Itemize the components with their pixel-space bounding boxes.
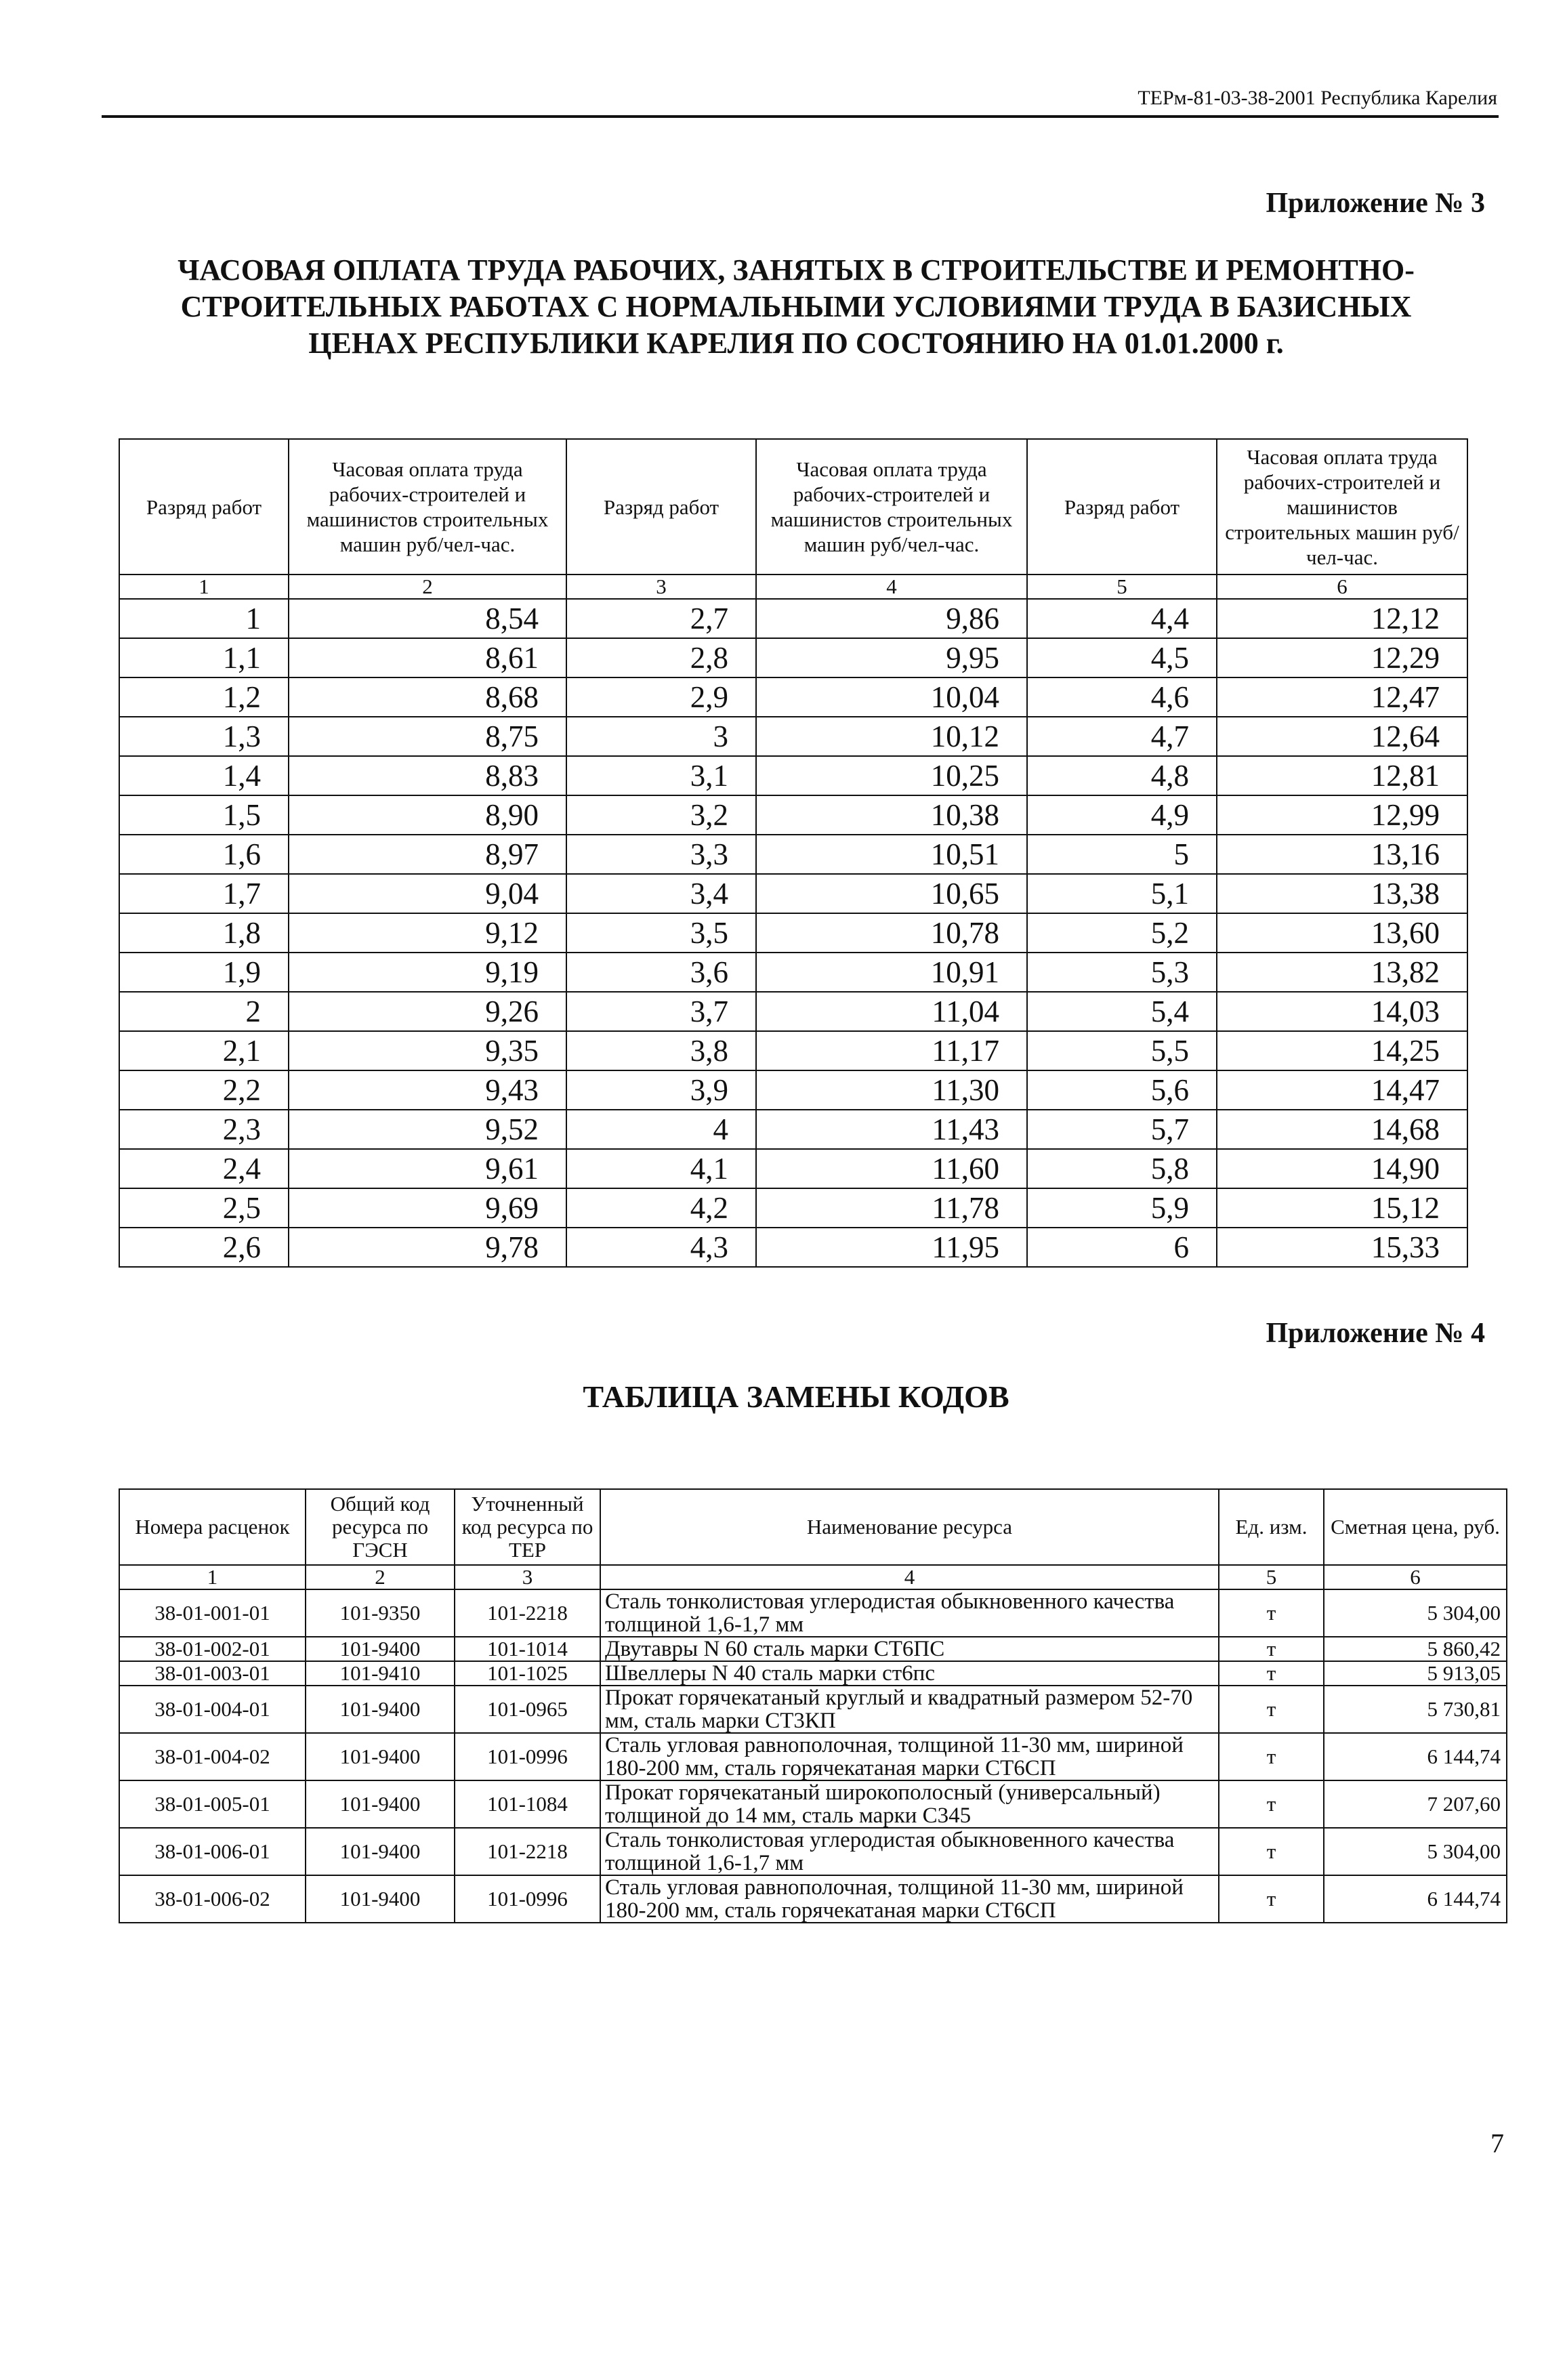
rate-cell: 11,78 xyxy=(756,1188,1027,1228)
grade-cell: 1,1 xyxy=(119,638,289,677)
column-header: Уточненный код ресурса по ТЕР xyxy=(455,1489,600,1565)
refined-code-cell: 101-2218 xyxy=(455,1828,600,1875)
rate-cell: 12,81 xyxy=(1217,756,1467,795)
document-header: ТЕРм-81-03-38-2001 Республика Карелия xyxy=(1138,87,1497,109)
grade-cell: 1,3 xyxy=(119,717,289,756)
table-row xyxy=(119,717,1467,756)
column-number: 1 xyxy=(119,1565,306,1589)
rate-cell: 10,91 xyxy=(756,953,1027,992)
rate-cell: 11,30 xyxy=(756,1070,1027,1110)
column-header: Часовая оплата труда рабочих-строителей и машинистов строительных машин руб/чел-час. xyxy=(1217,439,1467,575)
appendix-4-label: Приложение № 4 xyxy=(1266,1318,1485,1349)
rate-number-cell: 38-01-001-01 xyxy=(119,1589,306,1637)
column-number: 5 xyxy=(1219,1565,1324,1589)
price-cell: 5 730,81 xyxy=(1324,1686,1507,1733)
rate-cell: 12,29 xyxy=(1217,638,1467,677)
refined-code-cell: 101-1014 xyxy=(455,1637,600,1661)
general-code-cell: 101-9400 xyxy=(306,1733,455,1780)
grade-cell: 5,6 xyxy=(1027,1070,1217,1110)
general-code-cell: 101-9400 xyxy=(306,1780,455,1828)
unit-cell: т xyxy=(1219,1875,1324,1923)
grade-cell: 3,4 xyxy=(566,874,756,913)
rate-cell: 8,68 xyxy=(289,677,566,717)
resource-name-cell: Сталь угловая равнополочная, толщиной 11-30 мм, шириной 180-200 мм, сталь горячекатаная марки СТ6СП xyxy=(600,1875,1219,1923)
rate-cell: 15,33 xyxy=(1217,1228,1467,1267)
grade-cell: 5,7 xyxy=(1027,1110,1217,1149)
price-cell: 5 304,00 xyxy=(1324,1589,1507,1637)
appendix-3-label: Приложение № 3 xyxy=(1266,188,1485,219)
rate-cell: 11,43 xyxy=(756,1110,1027,1149)
column-header: Общий код ресурса по ГЭСН xyxy=(306,1489,455,1565)
table-row xyxy=(119,1228,1467,1267)
refined-code-cell: 101-0965 xyxy=(455,1686,600,1733)
grade-cell: 1,5 xyxy=(119,795,289,835)
column-header: Разряд работ xyxy=(566,439,756,575)
table-row xyxy=(119,795,1467,835)
table-row xyxy=(119,1828,1507,1875)
rate-cell: 15,12 xyxy=(1217,1188,1467,1228)
grade-cell: 3,8 xyxy=(566,1031,756,1070)
rate-cell: 10,51 xyxy=(756,835,1027,874)
table-row xyxy=(119,1070,1467,1110)
rate-cell: 9,61 xyxy=(289,1149,566,1188)
resource-name-cell: Двутавры N 60 сталь марки СТ6ПС xyxy=(600,1637,1219,1661)
general-code-cell: 101-9410 xyxy=(306,1661,455,1686)
column-number-row xyxy=(119,1565,1507,1589)
rate-number-cell: 38-01-002-01 xyxy=(119,1637,306,1661)
table-row xyxy=(119,1875,1507,1923)
resource-name-cell: Швеллеры N 40 сталь марки ст6пс xyxy=(600,1661,1219,1686)
unit-cell: т xyxy=(1219,1589,1324,1637)
rate-cell: 9,43 xyxy=(289,1070,566,1110)
grade-cell: 5,5 xyxy=(1027,1031,1217,1070)
grade-cell: 5,2 xyxy=(1027,913,1217,953)
grade-cell: 1,7 xyxy=(119,874,289,913)
rate-cell: 11,17 xyxy=(756,1031,1027,1070)
grade-cell: 1,8 xyxy=(119,913,289,953)
table-row xyxy=(119,638,1467,677)
rate-cell: 14,25 xyxy=(1217,1031,1467,1070)
rate-cell: 12,64 xyxy=(1217,717,1467,756)
resource-name-cell: Прокат горячекатаный широкополосный (универсальный) толщиной до 14 мм, сталь марки С345 xyxy=(600,1780,1219,1828)
code-replacement-table xyxy=(119,1488,1507,1923)
rate-cell: 10,78 xyxy=(756,913,1027,953)
grade-cell: 4 xyxy=(566,1110,756,1149)
rate-cell: 8,75 xyxy=(289,717,566,756)
grade-cell: 1,6 xyxy=(119,835,289,874)
table-row xyxy=(119,599,1467,638)
rate-cell: 14,03 xyxy=(1217,992,1467,1031)
rate-cell: 9,78 xyxy=(289,1228,566,1267)
general-code-cell: 101-9400 xyxy=(306,1875,455,1923)
grade-cell: 2 xyxy=(119,992,289,1031)
grade-cell: 3,6 xyxy=(566,953,756,992)
wage-rate-table xyxy=(119,438,1468,1268)
rate-cell: 10,38 xyxy=(756,795,1027,835)
rate-number-cell: 38-01-006-02 xyxy=(119,1875,306,1923)
price-cell: 6 144,74 xyxy=(1324,1875,1507,1923)
rate-cell: 9,86 xyxy=(756,599,1027,638)
grade-cell: 2,2 xyxy=(119,1070,289,1110)
table-row xyxy=(119,1149,1467,1188)
price-cell: 5 860,42 xyxy=(1324,1637,1507,1661)
table-row xyxy=(119,1686,1507,1733)
rate-cell: 10,65 xyxy=(756,874,1027,913)
rate-cell: 11,95 xyxy=(756,1228,1027,1267)
column-header: Номера расценок xyxy=(119,1489,306,1565)
rate-cell: 12,99 xyxy=(1217,795,1467,835)
grade-cell: 2,6 xyxy=(119,1228,289,1267)
column-number: 4 xyxy=(756,575,1027,599)
rate-cell: 9,69 xyxy=(289,1188,566,1228)
table-row xyxy=(119,756,1467,795)
rate-number-cell: 38-01-004-01 xyxy=(119,1686,306,1733)
grade-cell: 3,9 xyxy=(566,1070,756,1110)
grade-cell: 4,2 xyxy=(566,1188,756,1228)
rate-cell: 14,47 xyxy=(1217,1070,1467,1110)
grade-cell: 2,8 xyxy=(566,638,756,677)
rate-number-cell: 38-01-005-01 xyxy=(119,1780,306,1828)
grade-cell: 1,2 xyxy=(119,677,289,717)
table-row xyxy=(119,1589,1507,1637)
grade-cell: 3,3 xyxy=(566,835,756,874)
appendix-4-title: ТАБЛИЦА ЗАМЕНЫ КОДОВ xyxy=(583,1379,1009,1414)
resource-name-cell: Прокат горячекатаный круглый и квадратный размером 52-70 мм, сталь марки СТ3КП xyxy=(600,1686,1219,1733)
rate-cell: 9,95 xyxy=(756,638,1027,677)
rate-cell: 9,19 xyxy=(289,953,566,992)
grade-cell: 4,5 xyxy=(1027,638,1217,677)
appendix-3-title xyxy=(102,252,1490,362)
column-number: 2 xyxy=(306,1565,455,1589)
grade-cell: 1,9 xyxy=(119,953,289,992)
grade-cell: 3,5 xyxy=(566,913,756,953)
refined-code-cell: 101-1025 xyxy=(455,1661,600,1686)
general-code-cell: 101-9400 xyxy=(306,1637,455,1661)
grade-cell: 5,3 xyxy=(1027,953,1217,992)
title-line: ЦЕНАХ РЕСПУБЛИКИ КАРЕЛИЯ ПО СОСТОЯНИЮ НА 01.01.2000 г. xyxy=(308,327,1284,360)
rate-cell: 9,12 xyxy=(289,913,566,953)
grade-cell: 3,7 xyxy=(566,992,756,1031)
general-code-cell: 101-9400 xyxy=(306,1828,455,1875)
unit-cell: т xyxy=(1219,1686,1324,1733)
price-cell: 5 304,00 xyxy=(1324,1828,1507,1875)
column-number: 3 xyxy=(455,1565,600,1589)
column-number: 6 xyxy=(1324,1565,1507,1589)
refined-code-cell: 101-0996 xyxy=(455,1875,600,1923)
rate-number-cell: 38-01-006-01 xyxy=(119,1828,306,1875)
table-row xyxy=(119,1110,1467,1149)
general-code-cell: 101-9350 xyxy=(306,1589,455,1637)
table-row xyxy=(119,677,1467,717)
header-row xyxy=(119,439,1467,575)
rate-cell: 9,52 xyxy=(289,1110,566,1149)
column-header: Разряд работ xyxy=(119,439,289,575)
column-header: Разряд работ xyxy=(1027,439,1217,575)
rate-number-cell: 38-01-004-02 xyxy=(119,1733,306,1780)
rate-cell: 9,35 xyxy=(289,1031,566,1070)
table-row xyxy=(119,1661,1507,1686)
resource-name-cell: Сталь тонколистовая углеродистая обыкновенного качества толщиной 1,6-1,7 мм xyxy=(600,1828,1219,1875)
grade-cell: 2,7 xyxy=(566,599,756,638)
grade-cell: 4,9 xyxy=(1027,795,1217,835)
grade-cell: 3,1 xyxy=(566,756,756,795)
grade-cell: 2,3 xyxy=(119,1110,289,1149)
grade-cell: 5,4 xyxy=(1027,992,1217,1031)
table-row xyxy=(119,835,1467,874)
rate-cell: 9,04 xyxy=(289,874,566,913)
header-row xyxy=(119,1489,1507,1565)
rate-cell: 10,12 xyxy=(756,717,1027,756)
resource-name-cell: Сталь угловая равнополочная, толщиной 11-30 мм, шириной 180-200 мм, сталь горячекатаная марки СТ6СП xyxy=(600,1733,1219,1780)
column-number: 5 xyxy=(1027,575,1217,599)
title-line: СТРОИТЕЛЬНЫХ РАБОТАХ С НОРМАЛЬНЫМИ УСЛОВИЯМИ ТРУДА В БАЗИСНЫХ xyxy=(180,290,1412,323)
grade-cell: 4,3 xyxy=(566,1228,756,1267)
unit-cell: т xyxy=(1219,1780,1324,1828)
rate-cell: 8,83 xyxy=(289,756,566,795)
grade-cell: 4,6 xyxy=(1027,677,1217,717)
grade-cell: 1 xyxy=(119,599,289,638)
unit-cell: т xyxy=(1219,1828,1324,1875)
column-header: Наименование ресурса xyxy=(600,1489,1219,1565)
column-number: 3 xyxy=(566,575,756,599)
rate-cell: 11,04 xyxy=(756,992,1027,1031)
rate-cell: 14,68 xyxy=(1217,1110,1467,1149)
rate-cell: 13,82 xyxy=(1217,953,1467,992)
price-cell: 6 144,74 xyxy=(1324,1733,1507,1780)
unit-cell: т xyxy=(1219,1661,1324,1686)
grade-cell: 4,4 xyxy=(1027,599,1217,638)
rate-cell: 12,12 xyxy=(1217,599,1467,638)
grade-cell: 3,2 xyxy=(566,795,756,835)
table-row xyxy=(119,874,1467,913)
table-row xyxy=(119,1780,1507,1828)
rate-cell: 10,25 xyxy=(756,756,1027,795)
price-cell: 5 913,05 xyxy=(1324,1661,1507,1686)
grade-cell: 4,7 xyxy=(1027,717,1217,756)
column-number: 6 xyxy=(1217,575,1467,599)
rate-cell: 9,26 xyxy=(289,992,566,1031)
rate-cell: 11,60 xyxy=(756,1149,1027,1188)
title-line: ЧАСОВАЯ ОПЛАТА ТРУДА РАБОЧИХ, ЗАНЯТЫХ В СТРОИТЕЛЬСТВЕ И РЕМОНТНО- xyxy=(178,253,1415,287)
rate-number-cell: 38-01-003-01 xyxy=(119,1661,306,1686)
grade-cell: 5,1 xyxy=(1027,874,1217,913)
grade-cell: 5 xyxy=(1027,835,1217,874)
refined-code-cell: 101-2218 xyxy=(455,1589,600,1637)
general-code-cell: 101-9400 xyxy=(306,1686,455,1733)
rate-cell: 8,90 xyxy=(289,795,566,835)
rate-cell: 10,04 xyxy=(756,677,1027,717)
grade-cell: 2,1 xyxy=(119,1031,289,1070)
grade-cell: 2,5 xyxy=(119,1188,289,1228)
rate-cell: 12,47 xyxy=(1217,677,1467,717)
column-number: 4 xyxy=(600,1565,1219,1589)
grade-cell: 5,8 xyxy=(1027,1149,1217,1188)
rate-cell: 8,61 xyxy=(289,638,566,677)
column-header: Часовая оплата труда рабочих-строителей и машинистов строительных машин руб/чел-час. xyxy=(289,439,566,575)
grade-cell: 3 xyxy=(566,717,756,756)
grade-cell: 2,9 xyxy=(566,677,756,717)
column-number: 2 xyxy=(289,575,566,599)
refined-code-cell: 101-1084 xyxy=(455,1780,600,1828)
table-row xyxy=(119,1031,1467,1070)
column-number: 1 xyxy=(119,575,289,599)
grade-cell: 4,8 xyxy=(1027,756,1217,795)
resource-name-cell: Сталь тонколистовая углеродистая обыкновенного качества толщиной 1,6-1,7 мм xyxy=(600,1589,1219,1637)
grade-cell: 1,4 xyxy=(119,756,289,795)
unit-cell: т xyxy=(1219,1637,1324,1661)
unit-cell: т xyxy=(1219,1733,1324,1780)
column-number-row xyxy=(119,575,1467,599)
refined-code-cell: 101-0996 xyxy=(455,1733,600,1780)
column-header: Сметная цена, руб. xyxy=(1324,1489,1507,1565)
header-rule xyxy=(102,115,1499,118)
column-header: Часовая оплата труда рабочих-строителей и машинистов строительных машин руб/чел-час. xyxy=(756,439,1027,575)
page-number: 7 xyxy=(1490,2128,1504,2158)
table-row xyxy=(119,953,1467,992)
grade-cell: 2,4 xyxy=(119,1149,289,1188)
rate-cell: 8,54 xyxy=(289,599,566,638)
table-row xyxy=(119,992,1467,1031)
table-row xyxy=(119,1637,1507,1661)
grade-cell: 4,1 xyxy=(566,1149,756,1188)
rate-cell: 13,60 xyxy=(1217,913,1467,953)
table-row xyxy=(119,1188,1467,1228)
rate-cell: 13,38 xyxy=(1217,874,1467,913)
grade-cell: 6 xyxy=(1027,1228,1217,1267)
column-header: Ед. изм. xyxy=(1219,1489,1324,1565)
grade-cell: 5,9 xyxy=(1027,1188,1217,1228)
table-row xyxy=(119,913,1467,953)
rate-cell: 13,16 xyxy=(1217,835,1467,874)
rate-cell: 8,97 xyxy=(289,835,566,874)
price-cell: 7 207,60 xyxy=(1324,1780,1507,1828)
table-row xyxy=(119,1733,1507,1780)
rate-cell: 14,90 xyxy=(1217,1149,1467,1188)
